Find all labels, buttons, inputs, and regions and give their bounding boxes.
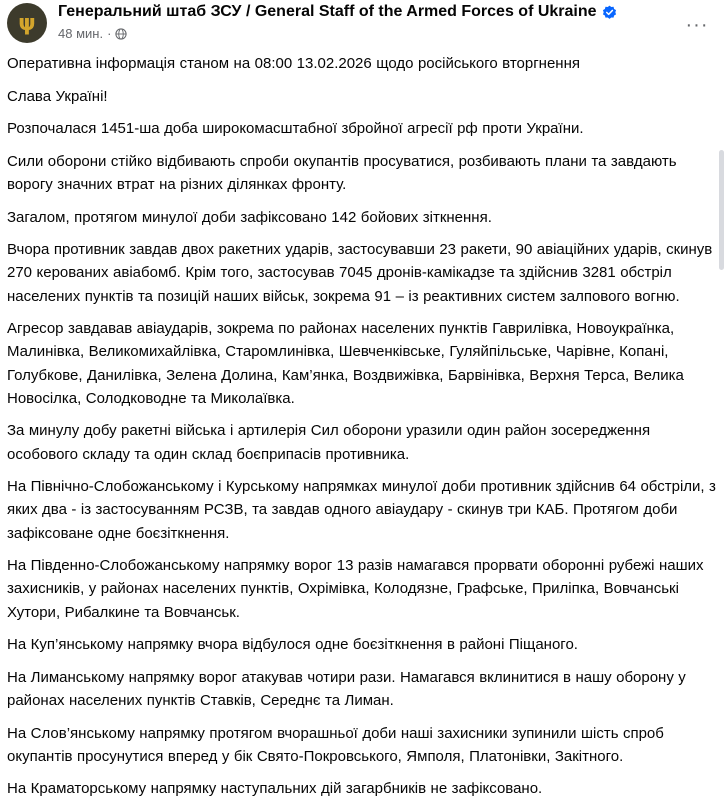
page-scrollbar[interactable] [719, 0, 724, 768]
post-paragraph: На Південно-Слобожанському напрямку ворог 13 разів намагався прорвати оборонні рубежі наших захисників, у районах населених пунктів, Охрімівка, Колодязне, Графське, Приліпка, Вовчанські Хутори, Рибалкине та Вовчанськ. [7, 557, 704, 621]
more-options-icon: ··· [685, 13, 709, 36]
post-paragraph: На Лиманському напрямку ворог атакував чотири рази. Намагався вклинитися в нашу оборону у районах населених пунктів Ставків, Середнє та Лиман. [7, 668, 686, 709]
page-name-row [58, 3, 617, 21]
more-options-button[interactable] [680, 10, 714, 40]
meta-separator: · [107, 26, 112, 41]
post-paragraph: На Куп’янському напрямку вчора відбулося одне боєзіткнення в районі Піщаного. [7, 636, 578, 654]
post-paragraph: Агресор завдавав авіаударів, зокрема по районах населених пунктів Гаврилівка, Новоукраїнка, Малинівка, Великомихайлівка, Старомлинівка, Шевченківське, Гуляйпільське, Чарівне, Копані, Голубкове, Данилівка, Зелена Долина, Кам’янка, Воздвижівка, Барвінівка, Верхня Терса, Велика Новосілка, Солодководне та Миколаївка. [7, 320, 684, 407]
post-paragraph: Слава Україні! [7, 87, 108, 105]
post-timestamp[interactable]: 48 мин. [58, 26, 104, 41]
post-header [0, 0, 724, 50]
post-paragraph: На Північно-Слобожанському і Курському напрямках минулої доби противник здійснив 64 обстріли, з яких два - із застосуванням РСЗВ, та завдав одного авіаудару - скинув три КАБ. Протягом доби зафіксоване одне боєзіткнення. [7, 478, 716, 542]
post-text [7, 52, 719, 810]
post-paragraph: На Слов’янському напрямку протягом вчорашньої доби наші захисники зупинили шість спроб окупантів просунутися вперед у бік Свято-Покровського, Ямполя, Платонівки, Закітного. [7, 724, 664, 765]
globe-icon[interactable] [115, 28, 127, 40]
scrollbar-thumb[interactable] [719, 150, 724, 270]
post-paragraph: На Краматорському напрямку наступальних дій загарбників не зафіксовано. [7, 780, 543, 798]
post-paragraph: Загалом, протягом минулої доби зафіксовано 142 бойових зіткнення. [7, 208, 492, 226]
post-meta [58, 26, 127, 41]
post-paragraph: Оперативна інформація станом на 08:00 13.02.2026 щодо російського вторгнення [7, 55, 580, 72]
page-avatar[interactable] [7, 3, 47, 43]
page-name-link[interactable]: Генеральний штаб ЗСУ / General Staff of the Armed Forces of Ukraine [58, 3, 597, 20]
post-paragraph: За минулу добу ракетні війська і артилерія Сил оборони уразили один район зосередження особового складу та один склад боєприпасів противника. [7, 422, 651, 463]
verified-badge-icon [602, 5, 617, 20]
post-paragraph: Розпочалася 1451-ша доба широкомасштабної збройної агресії рф проти України. [7, 120, 584, 138]
trident-logo: ψ [18, 10, 36, 36]
post-paragraph: Сили оборони стійко відбивають спроби окупантів просуватися, розбивають плани та завдають ворогу значних втрат на різних ділянках фронту. [7, 152, 677, 193]
post-paragraph: Вчора противник завдав двох ракетних ударів, застосувавши 23 ракети, 90 авіаційних ударів, скинув 270 керованих авіабомб. Крім того, застосував 7045 дронів-камікадзе та здійснив 3281 обстріл населених пунктів та позицій наших військ, зокрема 91 – із реактивних систем залпового вогню. [7, 241, 713, 305]
